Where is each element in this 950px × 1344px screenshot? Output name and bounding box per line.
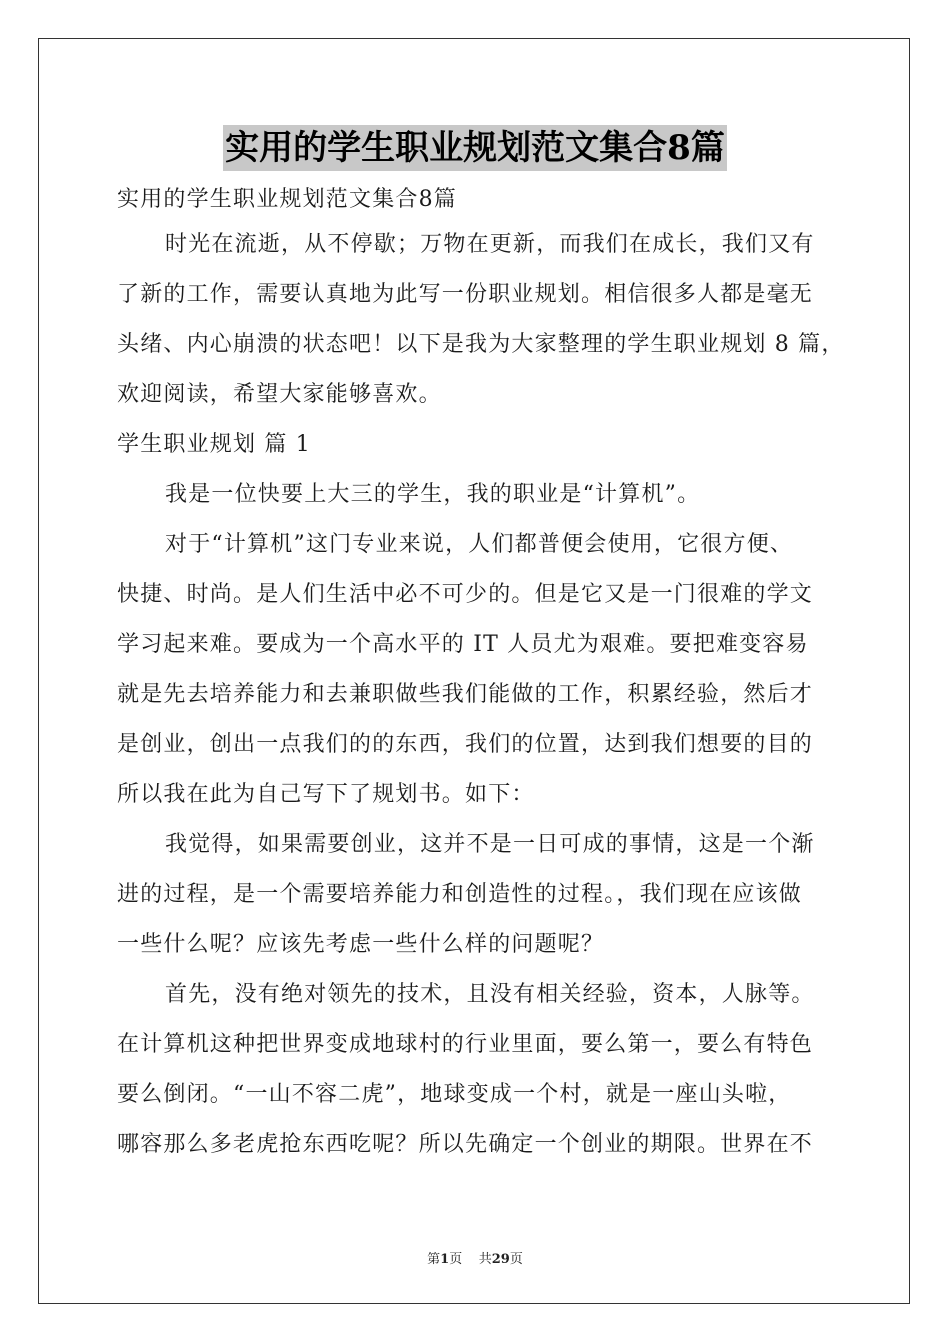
paragraph-line: 学习起来难。要成为一个高水平的 IT 人员尤为艰难。要把难变容易 <box>117 632 809 657</box>
intro-line: 头绪、内心崩溃的状态吧！以下是我为大家整理的学生职业规划 8 篇， <box>117 332 845 357</box>
document-body <box>117 180 847 1170</box>
paragraph-line: 哪容那么多老虎抢东西吃呢？所以先确定一个创业的期限。世界在不 <box>117 1132 814 1157</box>
page-footer <box>0 1248 950 1267</box>
paragraph-line: 我觉得，如果需要创业，这并不是一日可成的事情，这是一个渐 <box>165 832 815 857</box>
paragraph-line: 在计算机这种把世界变成地球村的行业里面，要么第一，要么有特色 <box>117 1032 814 1057</box>
intro-line: 时光在流逝，从不停歇；万物在更新，而我们在成长，我们又有 <box>165 232 815 257</box>
footer-prefix: 第 <box>427 1252 441 1267</box>
intro-line: 了新的工作，需要认真地为此写一份职业规划。相信很多人都是毫无 <box>117 282 814 307</box>
paragraph-line: 是创业，创出一点我们的的东西，我们的位置，达到我们想要的目的 <box>117 732 814 757</box>
paragraph-line: 首先，没有绝对领先的技术，且没有相关经验，资本，人脉等。 <box>165 982 815 1007</box>
title-container <box>0 125 950 171</box>
footer-suffix: 页 <box>509 1252 523 1267</box>
document-subtitle: 实用的学生职业规划范文集合8篇 <box>117 187 457 212</box>
paragraph-line: 所以我在此为自己写下了规划书。如下： <box>117 782 535 807</box>
paragraph-line: 快捷、时尚。是人们生活中必不可少的。但是它又是一门很难的学文 <box>117 582 814 607</box>
footer-total-pages: 29 <box>491 1252 510 1267</box>
document-title: 实用的学生职业规划范文集合8篇 <box>223 125 727 171</box>
paragraph-line: 要么倒闭。“一山不容二虎”，地球变成一个村，就是一座山头啦， <box>117 1082 792 1107</box>
paragraph-line: 就是先去培养能力和去兼职做些我们能做的工作，积累经验，然后才 <box>117 682 814 707</box>
footer-mid: 页 共 <box>449 1252 492 1267</box>
paragraph-line: 我是一位快要上大三的学生，我的职业是“计算机”。 <box>165 482 701 507</box>
paragraph-line: 进的过程，是一个需要培养能力和创造性的过程。，我们现在应该做 <box>117 882 803 907</box>
paragraph-line: 对于“计算机”这门专业来说，人们都普便会使用，它很方便、 <box>165 532 794 557</box>
paragraph-line: 一些什么呢？应该先考虑一些什么样的问题呢？ <box>117 932 605 957</box>
footer-current-page: 1 <box>440 1252 450 1267</box>
intro-line: 欢迎阅读，希望大家能够喜欢。 <box>117 382 442 407</box>
section-heading: 学生职业规划 篇 1 <box>117 432 311 457</box>
